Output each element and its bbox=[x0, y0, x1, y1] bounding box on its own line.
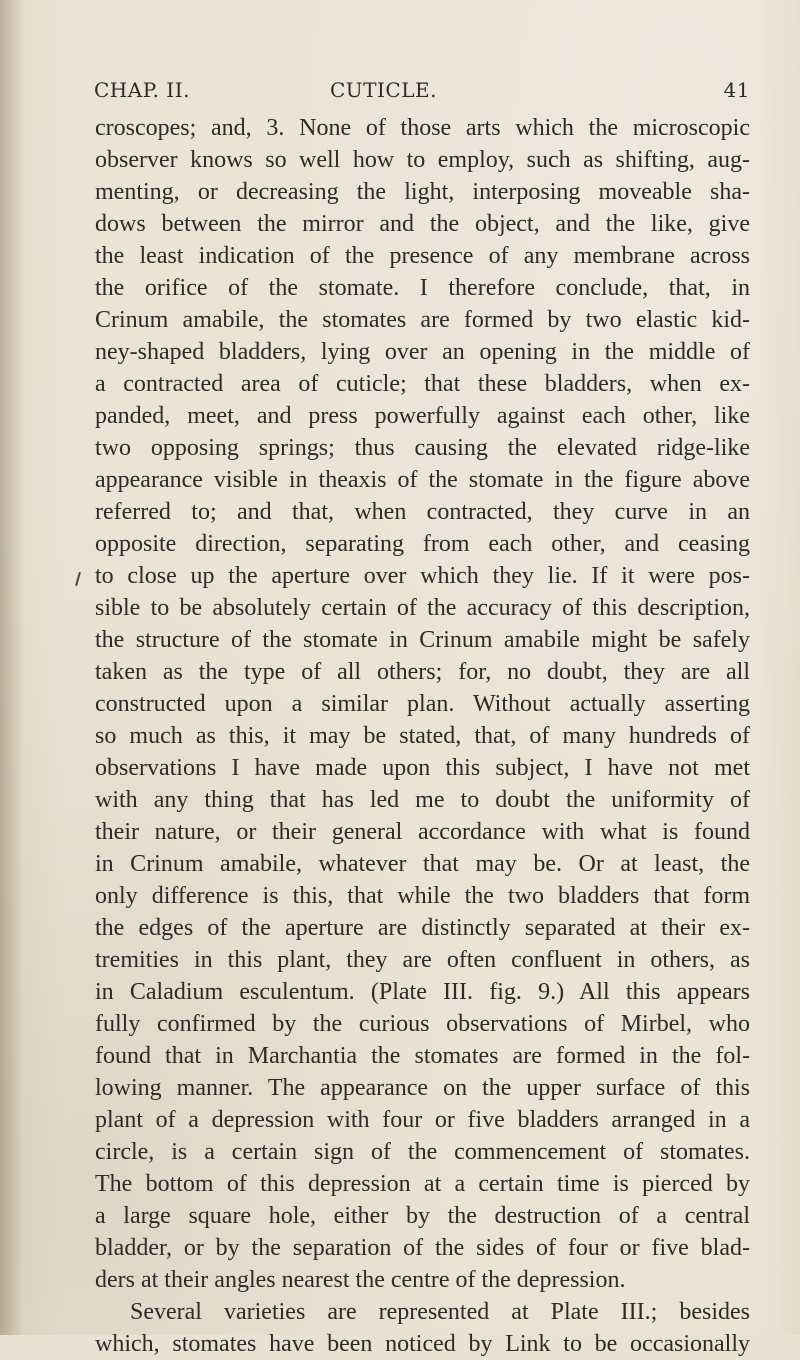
text-line: tremities in this plant, they are often confluent in others, as bbox=[95, 947, 750, 973]
text-line: the orifice of the stomate. I therefore conclude, that, in bbox=[95, 275, 750, 301]
text-line: lowing manner. The appearance on the upper surface of this bbox=[95, 1075, 750, 1101]
running-header bbox=[94, 78, 750, 108]
text-line: observations I have made upon this subject, I have not met bbox=[95, 755, 750, 781]
section-title: CUTICLE. bbox=[330, 78, 437, 102]
text-line: a large square hole, either by the destruction of a central bbox=[95, 1203, 750, 1229]
text-line: ders at their angles nearest the centre of the depression. bbox=[95, 1267, 626, 1293]
text-line: two opposing springs; thus causing the elevated ridge-like bbox=[95, 435, 750, 461]
body-text bbox=[95, 112, 750, 1360]
text-line: plant of a depression with four or five bladders arranged in a bbox=[95, 1107, 750, 1133]
text-line: in Caladium esculentum. (Plate III. fig. 9.) All this appears bbox=[95, 979, 750, 1005]
text-line: bladder, or by the separation of the sides of four or five blad- bbox=[95, 1235, 750, 1261]
text-line: which, stomates have been noticed by Link to be occasionally bbox=[95, 1331, 750, 1357]
text-line: so much as this, it may be stated, that, of many hundreds of bbox=[95, 723, 750, 749]
text-line: circle, is a certain sign of the commencement of stomates. bbox=[95, 1139, 750, 1165]
text-line: found that in Marchantia the stomates are formed in the fol- bbox=[95, 1043, 750, 1069]
binding-shadow bbox=[0, 0, 24, 1335]
text-line: the edges of the aperture are distinctly separated at their ex- bbox=[95, 915, 750, 941]
text-line: their nature, or their general accordance with what is found bbox=[95, 819, 750, 845]
text-line: panded, meet, and press powerfully against each other, like bbox=[95, 403, 750, 429]
text-line: croscopes; and, 3. None of those arts which the microscopic bbox=[95, 115, 750, 141]
text-line: sible to be absolutely certain of the accuracy of this description, bbox=[95, 595, 750, 621]
text-line: with any thing that has led me to doubt the uniformity of bbox=[95, 787, 750, 813]
text-line: Crinum amabile, the stomates are formed by two elastic kid- bbox=[95, 307, 750, 333]
text-line: to close up the aperture over which they lie. If it were pos- bbox=[95, 563, 750, 589]
text-line: ney-shaped bladders, lying over an opening in the middle of bbox=[95, 339, 750, 365]
text-line: The bottom of this depression at a certain time is pierced by bbox=[95, 1171, 750, 1197]
margin-mark bbox=[75, 572, 81, 586]
text-line: appearance visible in theaxis of the stomate in the figure above bbox=[95, 467, 750, 493]
text-line: the least indication of the presence of any membrane across bbox=[95, 243, 750, 269]
text-line: taken as the type of all others; for, no doubt, they are all bbox=[95, 659, 750, 685]
text-line: a contracted area of cuticle; that these bladders, when ex- bbox=[95, 371, 750, 397]
text-line: opposite direction, separating from each other, and ceasing bbox=[95, 531, 750, 557]
text-line: observer knows so well how to employ, such as shifting, aug- bbox=[95, 147, 750, 173]
text-line: the structure of the stomate in Crinum amabile might be safely bbox=[95, 627, 750, 653]
page-number: 41 bbox=[723, 78, 750, 102]
text-line: fully confirmed by the curious observations of Mirbel, who bbox=[95, 1011, 750, 1037]
text-line: dows between the mirror and the object, and the like, give bbox=[95, 211, 750, 237]
text-line: menting, or decreasing the light, interposing moveable sha- bbox=[95, 179, 750, 205]
text-line: referred to; and that, when contracted, they curve in an bbox=[95, 499, 750, 525]
text-line: constructed upon a similar plan. Without actually asserting bbox=[95, 691, 750, 717]
text-line: only difference is this, that while the two bladders that form bbox=[95, 883, 750, 909]
text-line: in Crinum amabile, whatever that may be. Or at least, the bbox=[95, 851, 750, 877]
chapter-label: CHAP. II. bbox=[94, 78, 190, 102]
text-line: Several varieties are represented at Plate III.; besides bbox=[130, 1299, 750, 1325]
